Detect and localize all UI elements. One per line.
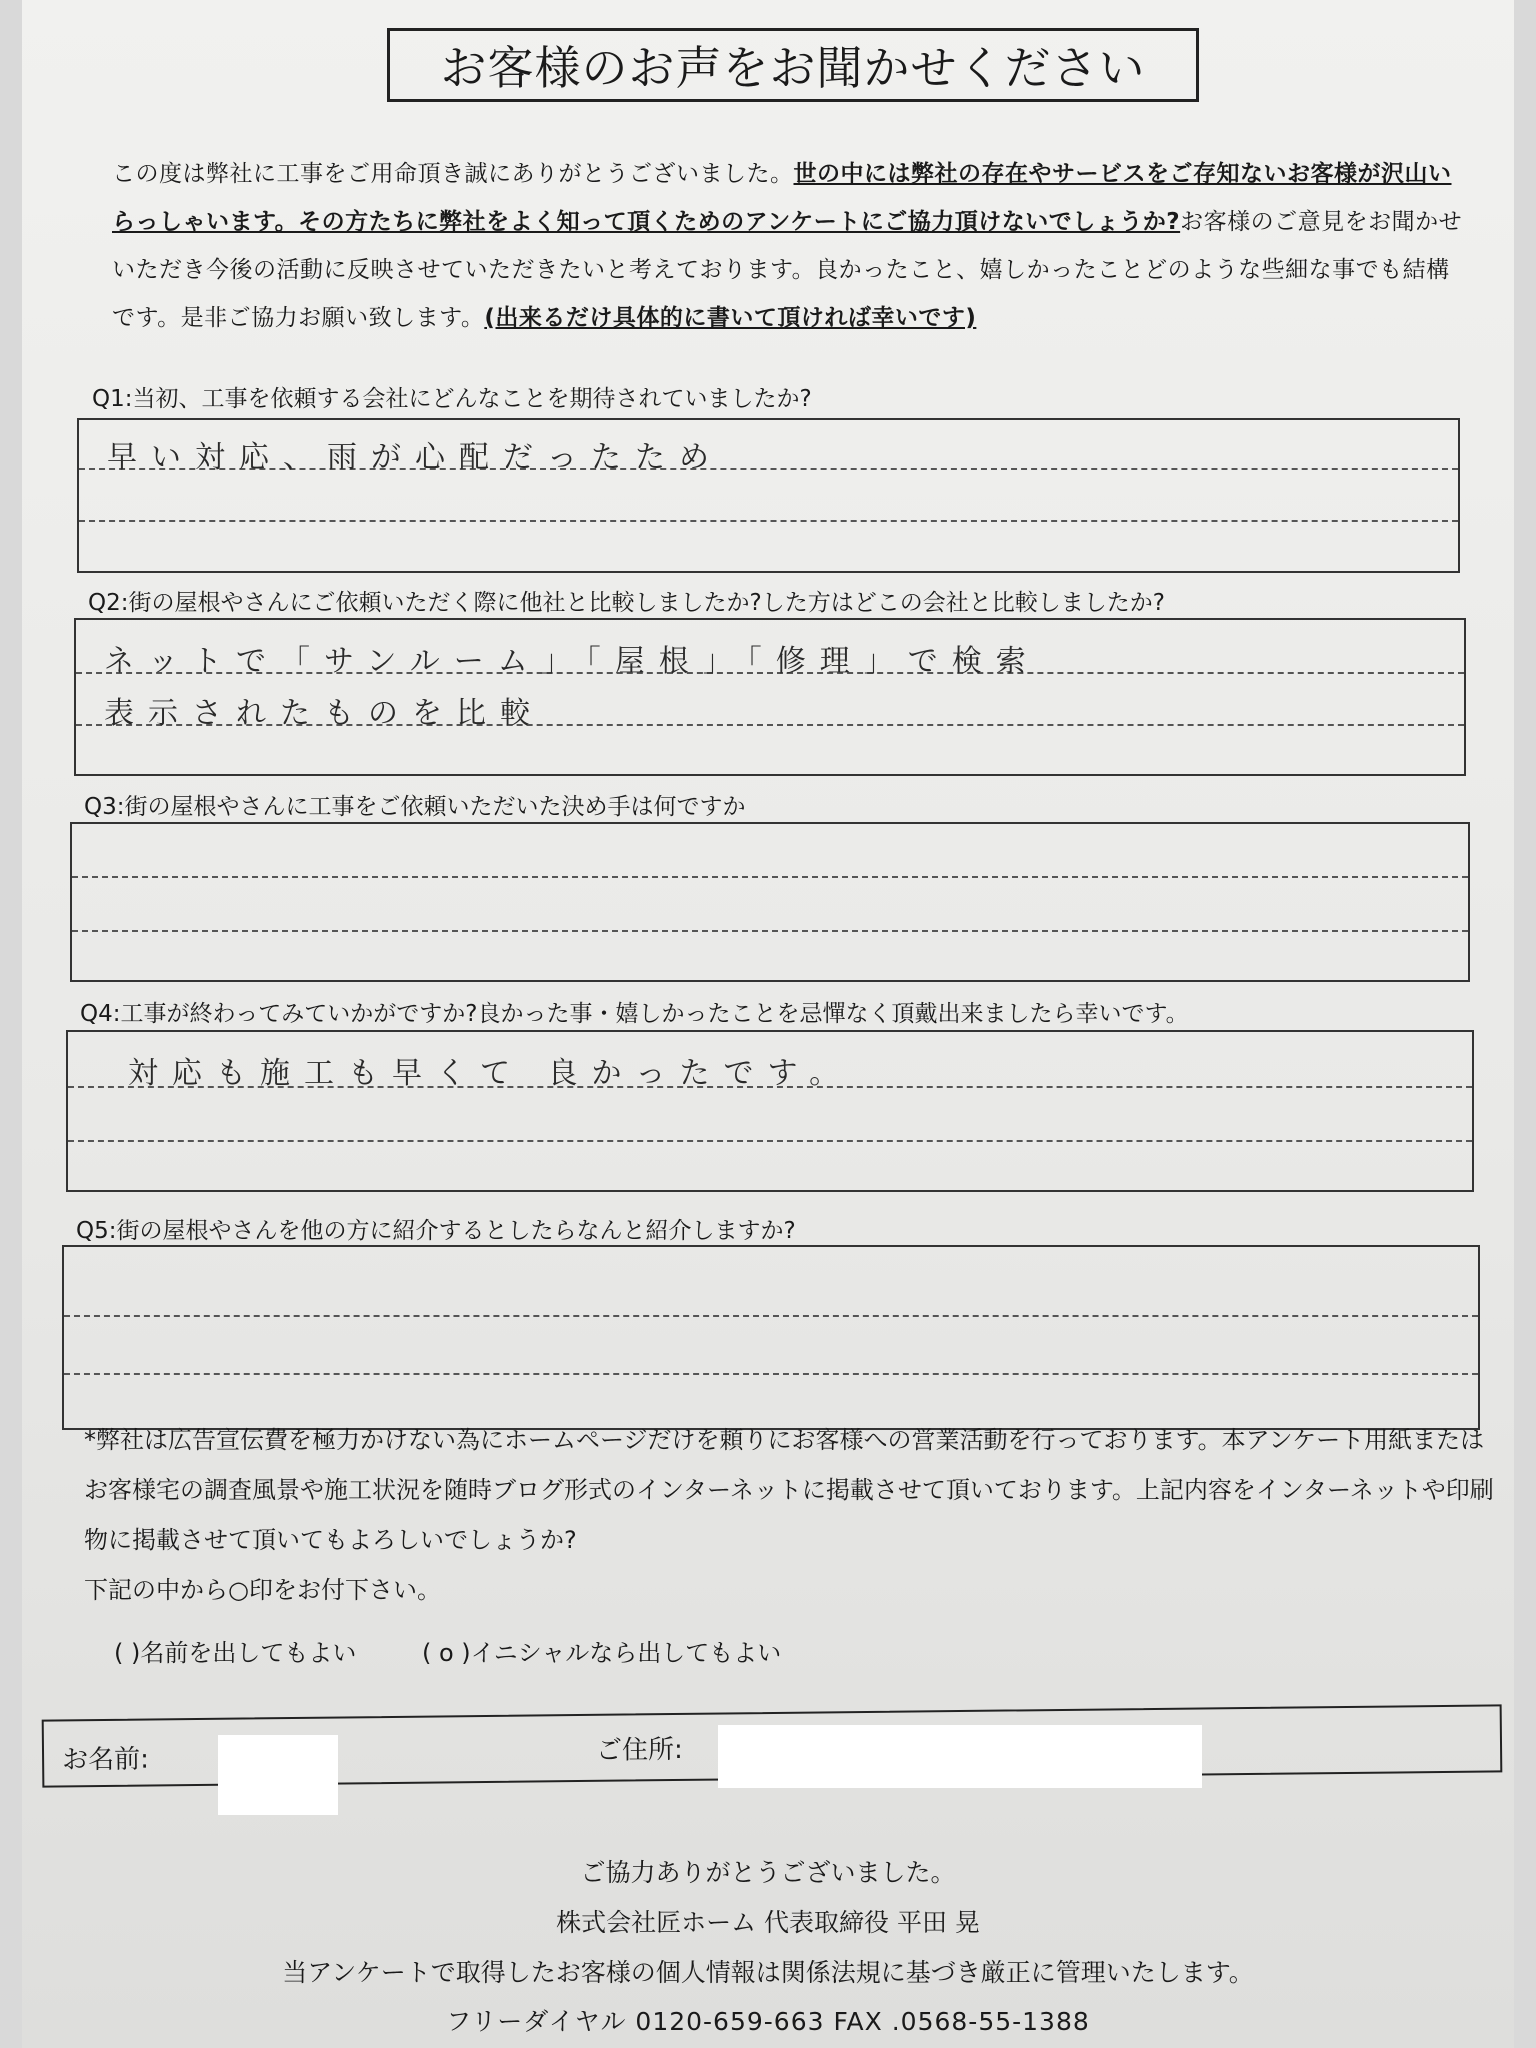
- name-field-redacted[interactable]: [218, 1735, 338, 1815]
- intro-part4: (出来るだけ具体的に書いて頂ければ幸いです): [484, 305, 977, 331]
- notice-text: *弊社は広告宣伝費を極力かけない為にホームページだけを頼りにお客様への営業活動を行っております。本アンケート用紙またはお客様宅の調査風景や施工状況を随時ブログ形式のインターネットに掲載させて頂いております。上記内容をインターネットや印刷物に掲載させて頂いてもよろしいでしょうか?: [84, 1426, 1494, 1554]
- name-label: お名前:: [61, 1744, 150, 1776]
- footer-privacy: 当アンケートで取得したお客様の個人情報は関係法規に基づき厳正に管理いたします。: [282, 1958, 1254, 1987]
- answer-2-line-2: 表示されたものを比較: [104, 696, 544, 731]
- publication-notice: [84, 1415, 1504, 1615]
- dotted-line: [68, 1140, 1472, 1142]
- dotted-line: [64, 1373, 1478, 1375]
- consent-option-name[interactable]: ( )名前を出してもよい: [114, 1639, 357, 1667]
- question-2-label: Q2:街の屋根やさんにご依頼いただく際に他社と比較しましたか?した方はどこの会社と比較しましたか?: [88, 590, 1165, 616]
- dotted-line: [72, 930, 1468, 932]
- answer-2-line-1: ネットで「サンルーム」「屋根」「修理」で検索: [104, 644, 1040, 679]
- footer-thanks: ご協力ありがとうございました。: [580, 1858, 956, 1887]
- answer-box-5[interactable]: [62, 1245, 1480, 1430]
- page-title-text: お客様のお声をお聞かせください: [440, 41, 1146, 95]
- intro-part2: 世の中には弊社の存在やサービスをご存知ないお客様が沢山いらっしゃいます。その方たちに弊社をよく知って頂くためのアンケートにご協力頂けないでしょうか?: [112, 161, 1452, 235]
- notice-instruction: 下記の中から○印をお付下さい。: [84, 1576, 441, 1604]
- page-title: [387, 28, 1199, 102]
- intro-part3: お客様のご意見をお聞かせいただき今後の活動に反映させていただきたいと考えております。良かったこと、嬉しかったことどのような些細な事でも結構です。是非ご協力お願い致します。: [112, 209, 1463, 331]
- consent-option-initials[interactable]: ( o )イニシャルなら出してもよい: [422, 1639, 782, 1667]
- dotted-line: [79, 520, 1458, 522]
- dotted-line: [64, 1315, 1478, 1317]
- question-4-label: Q4:工事が終わってみていかがですか?良かった事・嬉しかったことを忌憚なく頂戴出来ましたら幸いです。: [80, 1001, 1189, 1027]
- survey-sheet: [22, 0, 1514, 2048]
- intro-paragraph: [112, 150, 1472, 342]
- question-5-label: Q5:街の屋根やさんを他の方に紹介するとしたらなんと紹介しますか?: [76, 1218, 796, 1244]
- answer-box-4[interactable]: [66, 1030, 1474, 1192]
- footer-company: 株式会社匠ホーム 代表取締役 平田 晃: [556, 1908, 980, 1937]
- dotted-line: [72, 876, 1468, 878]
- answer-box-2[interactable]: [74, 618, 1466, 776]
- address-field-redacted[interactable]: [718, 1725, 1202, 1788]
- intro-part1: この度は弊社に工事をご用命頂き誠にありがとうございました。: [112, 161, 794, 187]
- answer-box-1[interactable]: [77, 418, 1460, 573]
- consent-choices: [114, 1633, 839, 1668]
- question-1-label: Q1:当初、工事を依頼する会社にどんなことを期待されていましたか?: [92, 386, 812, 412]
- answer-1-line-1: 早い対応、雨が心配だったため: [107, 440, 723, 475]
- answer-box-3[interactable]: [70, 822, 1470, 982]
- answer-4-line-1: 対応も施工も早くて 良かったです。: [128, 1056, 854, 1091]
- footer-contact: フリーダイヤル 0120-659-663 FAX .0568-55-1388: [446, 2007, 1090, 2036]
- question-3-label: Q3:街の屋根やさんに工事をご依頼いただいた決め手は何ですか: [84, 794, 746, 820]
- address-label: ご住所:: [595, 1734, 683, 1766]
